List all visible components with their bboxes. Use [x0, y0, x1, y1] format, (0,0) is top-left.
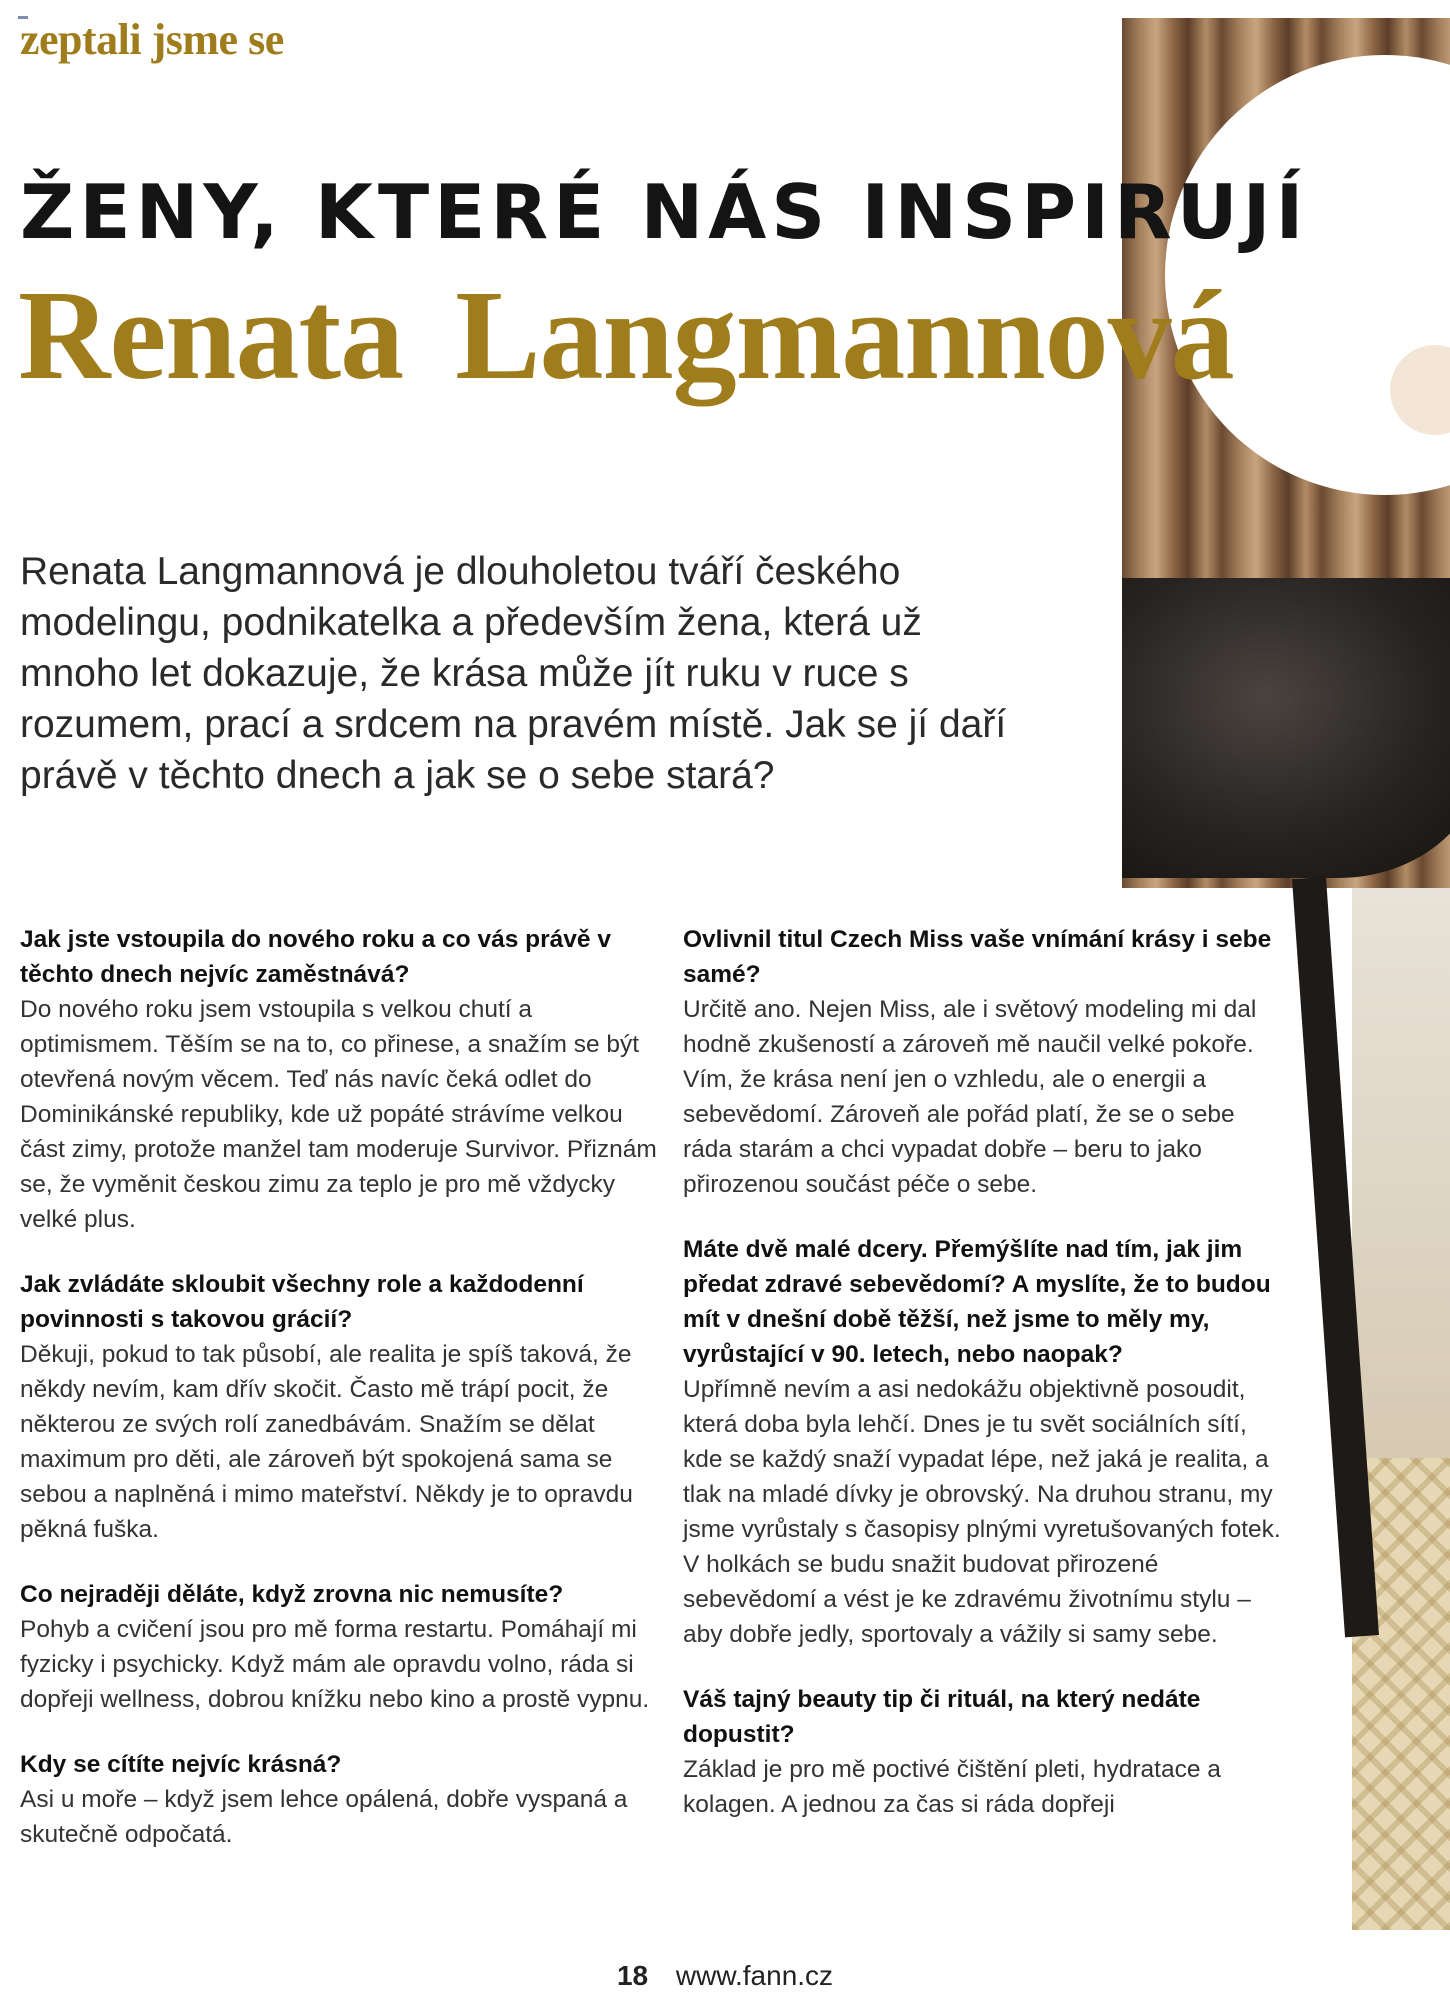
- last-name: Langmannová: [455, 264, 1234, 406]
- answer: Do nového roku jsem vstoupila s velkou chutí a optimismem. Těším se na to, co přinese, a snažím se být otevřená novým věcem. Teď nás navíc čeká odlet do Dominikánské republiky, kde už popáté strávíme velkou část zimy, protože manžel tam moderuje Survivor. Přiznám se, že vyměnit českou zimu za teplo je pro mě vždycky velké plus.: [20, 996, 657, 1233]
- answer: Základ je pro mě poctivé čištění pleti, hydratace a kolagen. A jednou za čas si ráda dopřeji: [683, 1756, 1221, 1818]
- section-tag: zeptali jsme se: [20, 15, 284, 64]
- question: Kdy se cítíte nejvíc krásná?: [20, 1751, 342, 1778]
- question: Jak jste vstoupila do nového roku a co vás právě v těchto dnech nejvíc zaměstnává?: [20, 926, 611, 988]
- first-name: Renata: [18, 264, 404, 406]
- headline-kicker: ŽENY, KTERÉ NÁS INSPIRUJÍ: [20, 168, 1309, 256]
- answer: Pohyb a cvičení jsou pro mě forma restartu. Pomáhají mi fyzicky i psychicky. Když mám ale opravdu volno, ráda si dopřeji wellness, dobrou knížku nebo kino a prostě vypnu.: [20, 1616, 650, 1713]
- page-footer: [0, 1960, 1450, 1992]
- question: Váš tajný beauty tip či rituál, na který nedáte dopustit?: [683, 1686, 1201, 1748]
- question: Ovlivnil titul Czech Miss vaše vnímání krásy i sebe samé?: [683, 926, 1272, 988]
- qa-block: [683, 1232, 1283, 1652]
- photo-table: [1122, 578, 1450, 878]
- page-number: 18: [616, 1960, 649, 1991]
- qa-block: [20, 1267, 660, 1547]
- headline-name: [18, 262, 1234, 409]
- answer: Asi u moře – když jsem lehce opálená, dobře vyspaná a skutečně odpočatá.: [20, 1786, 628, 1848]
- qa-block: [20, 922, 660, 1237]
- qa-block: [20, 1747, 660, 1852]
- qa-block: [683, 922, 1283, 1202]
- interview-column-right: [683, 922, 1283, 1852]
- answer: Upřímně nevím a asi nedokážu objektivně posoudit, která doba byla lehčí. Dnes je tu svět sociálních sítí, kde se každý snaží vypadat lépe, než jaká je realita, a tlak na mladé dívky je obrovský. Na druhou stranu, my jsme vyrůstaly s časopisy plnými vyretušovaných fotek. V holkách se budu snažit budovat přirozené sebevědomí a vést je ke zdravému životnímu stylu – aby dobře jedly, sportovaly a vážily si samy sebe.: [683, 1376, 1281, 1648]
- qa-block: [20, 1577, 660, 1717]
- website-link[interactable]: www.fann.cz: [675, 1960, 834, 1991]
- interview-column-left: [20, 922, 660, 1882]
- qa-block: [683, 1682, 1283, 1822]
- answer: Určitě ano. Nejen Miss, ale i světový modeling mi dal hodně zkušeností a zároveň mě naučil velké pokoře. Vím, že krása není jen o vzhledu, ale o energii a sebevědomí. Zároveň ale pořád platí, že se o sebe ráda starám a chci vypadat dobře – beru to jako přirozenou součást péče o sebe.: [683, 996, 1257, 1198]
- question: Máte dvě malé dcery. Přemýšlíte nad tím, jak jim předat zdravé sebevědomí? A myslíte, že to budou mít v dnešní době těžší, než jsme to měly my, vyrůstající v 90. letech, nebo naopak?: [683, 1236, 1271, 1368]
- answer: Děkuji, pokud to tak působí, ale realita je spíš taková, že někdy nevím, kam dřív skočit. Často mě trápí pocit, že některou ze svých rolí zanedbávám. Snažím se dělat maximum pro děti, ale zároveň být spokojená sama se sebou a naplněná i mimo mateřství. Někdy je to opravdu pěkná fuška.: [20, 1341, 633, 1543]
- question: Co nejraději děláte, když zrovna nic nemusíte?: [20, 1581, 564, 1608]
- question: Jak zvládáte skloubit všechny role a každodenní povinnosti s takovou grácií?: [20, 1271, 584, 1333]
- lead-paragraph: Renata Langmannová je dlouholetou tváří českého modelingu, podnikatelka a především žena, která už mnoho let dokazuje, že krása může jít ruku v ruce s rozumem, prací a srdcem na pravém místě. Jak se jí daří právě v těchto dnech a jak se o sebe stará?: [20, 550, 1007, 797]
